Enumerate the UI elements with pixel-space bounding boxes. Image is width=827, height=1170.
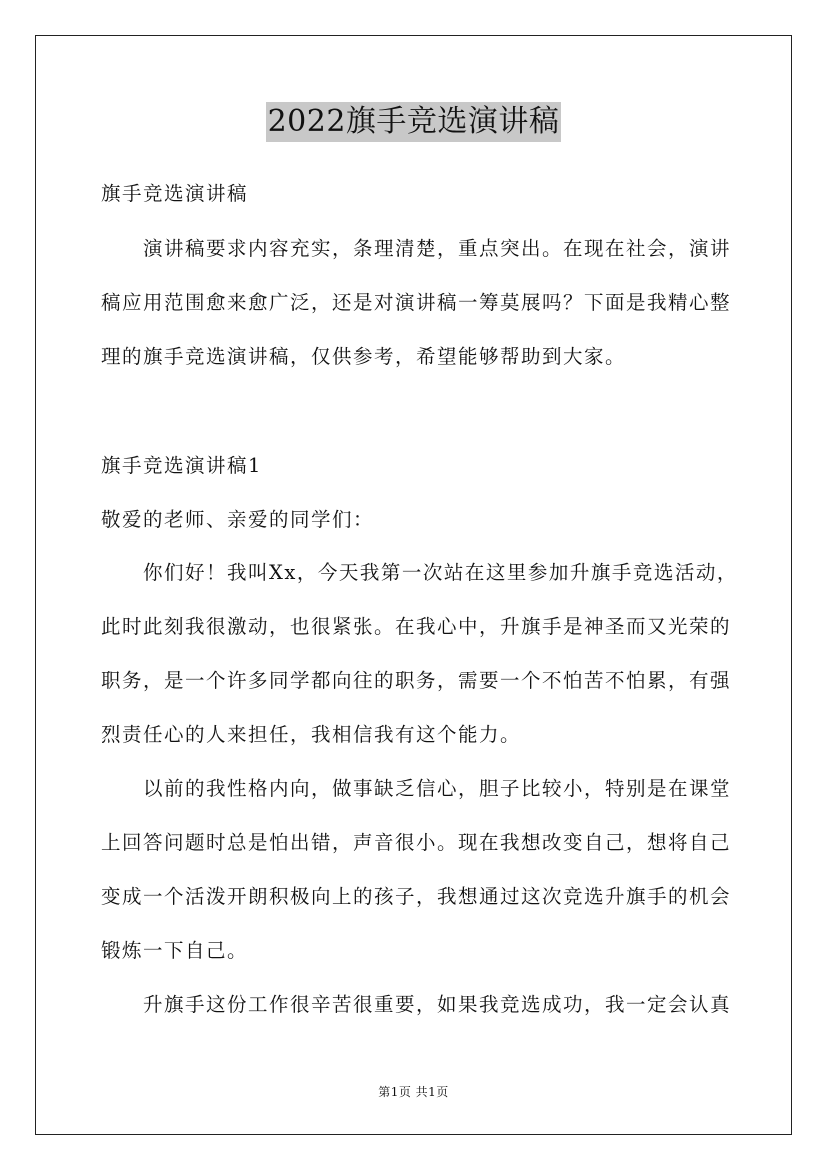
- paragraph-line: 以前的我性格内向，做事缺乏信心，胆子比较小，特别是在课堂: [143, 777, 732, 800]
- title-container: [0, 102, 827, 142]
- paragraph-line: 升旗手这份工作很辛苦很重要，如果我竞选成功，我一定会认真: [143, 993, 732, 1016]
- paragraph-line: 变成一个活泼开朗积极向上的孩子，我想通过这次竞选升旗手的机会: [101, 885, 732, 908]
- intro-line: 稿应用范围愈来愈广泛，还是对演讲稿一筹莫展吗？下面是我精心整: [101, 291, 732, 314]
- intro-line: 演讲稿要求内容充实，条理清楚，重点突出。在现在社会，演讲: [143, 237, 732, 260]
- paragraph-line: 锻炼一下自己。: [101, 939, 249, 962]
- greeting: 敬爱的老师、亲爱的同学们：: [101, 508, 375, 531]
- paragraph-line: 上回答问题时总是怕出错，声音很小。现在我想改变自己，想将自己: [101, 831, 732, 854]
- document-title: 2022旗手竞选演讲稿: [266, 102, 562, 142]
- paragraph-line: 你们好！我叫Xx，今天我第一次站在这里参加升旗手竞选活动，: [143, 561, 738, 584]
- paragraph-line: 烈责任心的人来担任，我相信我有这个能力。: [101, 723, 522, 746]
- page-footer: 第1页 共1页: [378, 1085, 449, 1099]
- paragraph-line: 此时此刻我很激动，也很紧张。在我心中，升旗手是神圣而又光荣的: [101, 615, 732, 638]
- intro-line: 理的旗手竞选演讲稿，仅供参考，希望能够帮助到大家。: [101, 345, 627, 368]
- subtitle: 旗手竞选演讲稿: [101, 182, 249, 205]
- section-heading: 旗手竞选演讲稿1: [101, 454, 262, 477]
- paragraph-line: 职务，是一个许多同学都向往的职务，需要一个不怕苦不怕累，有强: [101, 669, 732, 692]
